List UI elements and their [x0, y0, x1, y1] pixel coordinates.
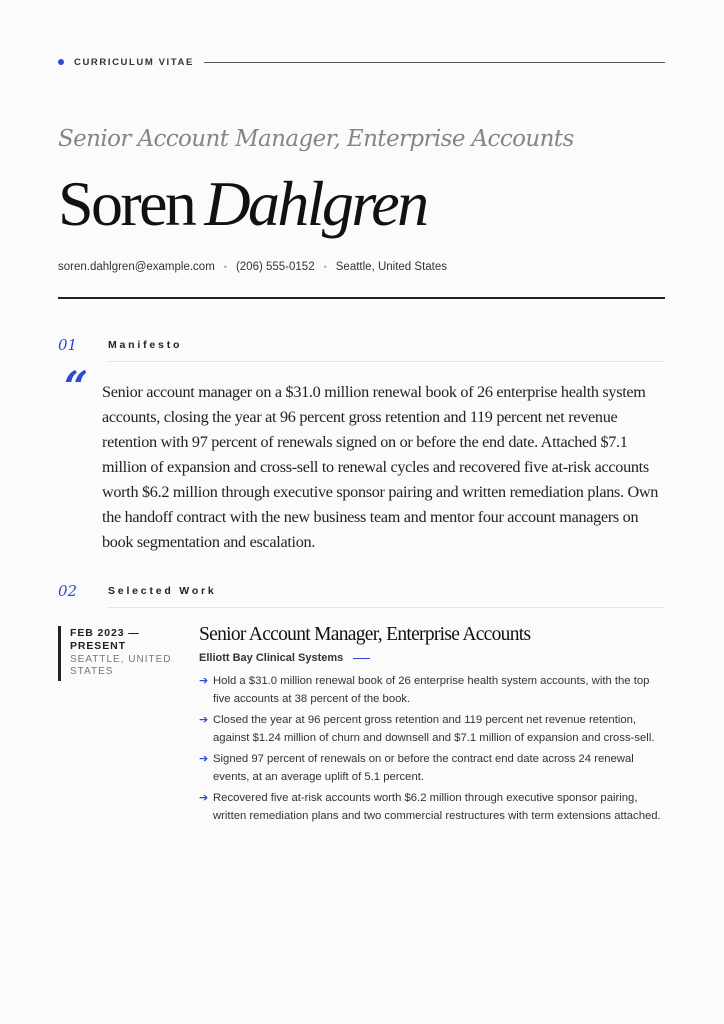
quote-mark-icon: “	[64, 362, 89, 411]
arrow-right-icon: ➔	[199, 675, 209, 687]
company-line	[199, 652, 665, 664]
contact-line	[58, 261, 447, 273]
manifesto-text: Senior account manager on a $31.0 million renewal book of 26 enterprise health system accounts, closing the year at 96 percent gross retention and 119 percent net revenue retention with 97 percent of renewals signed on or before the end date. Attached $7.1 million of expansion and cross-sell to renewal cycles and recovered five at-risk accounts worth $6.2 million through executive sponsor pairing and written remediation plans. Own the handoff contract with the new business team and mentor four account managers on book segmentation and escalation.	[102, 383, 659, 551]
section-rule	[108, 361, 665, 362]
location: Seattle, United States	[335, 261, 447, 273]
phone-number: (206) 555-0152	[235, 261, 315, 273]
arrow-right-icon: ➔	[199, 714, 209, 726]
section-title: Manifesto	[108, 339, 183, 351]
candidate-name	[58, 164, 426, 244]
accent-dot-icon	[58, 59, 64, 65]
section-number: 02	[58, 582, 78, 600]
timeline-bar	[58, 626, 61, 681]
arrow-right-icon: ➔	[199, 792, 209, 804]
header-rule	[204, 62, 665, 63]
bullet-text: Closed the year at 96 percent gross retention and 119 percent net revenue retention, against $1.24 million of churn and downsell and $7.1 million of expansion and cross-sell.	[213, 714, 655, 744]
work-entry	[199, 622, 665, 828]
list-item	[199, 789, 665, 825]
manifesto-section-header	[58, 336, 665, 354]
bullet-text: Hold a $31.0 million renewal book of 26 enterprise health system accounts, with the top five accounts at 38 percent of the book.	[213, 675, 650, 705]
email-link[interactable]: soren.dahlgren@example.com	[58, 261, 215, 273]
separator-dot-icon: •	[323, 262, 327, 272]
first-name: Soren	[58, 168, 195, 239]
document-label: CURRICULUM VITAE	[74, 56, 194, 68]
work-location: SEATTLE, UNITED STATES	[70, 654, 172, 677]
section-title: Selected Work	[108, 585, 217, 597]
company-name: Elliott Bay Clinical Systems	[199, 652, 344, 664]
role-title: Senior Account Manager, Enterprise Accounts	[199, 624, 531, 645]
list-item	[199, 711, 665, 747]
section-number: 01	[58, 336, 78, 354]
separator-dot-icon: •	[223, 262, 227, 272]
achievement-list	[199, 672, 665, 825]
header-divider	[58, 297, 665, 299]
accent-dash	[353, 658, 370, 659]
date-range: FEB 2023 — PRESENT	[70, 627, 140, 652]
last-name: Dahlgren	[204, 168, 427, 239]
list-item	[199, 750, 665, 786]
bullet-text: Signed 97 percent of renewals on or before the contract end date across 24 renewal events, at an average uplift of 5.1 percent.	[213, 753, 634, 783]
arrow-right-icon: ➔	[199, 753, 209, 765]
work-entry-dates	[70, 627, 182, 678]
document-header-bar	[58, 55, 665, 69]
list-item	[199, 672, 665, 708]
section-rule	[108, 607, 665, 608]
job-title: Senior Account Manager, Enterprise Accounts	[58, 126, 574, 152]
bullet-text: Recovered five at-risk accounts worth $6.2 million through executive sponsor pairing, written remediation plans and two commercial restructures with term extensions attached.	[213, 792, 661, 822]
work-section-header	[58, 582, 665, 600]
